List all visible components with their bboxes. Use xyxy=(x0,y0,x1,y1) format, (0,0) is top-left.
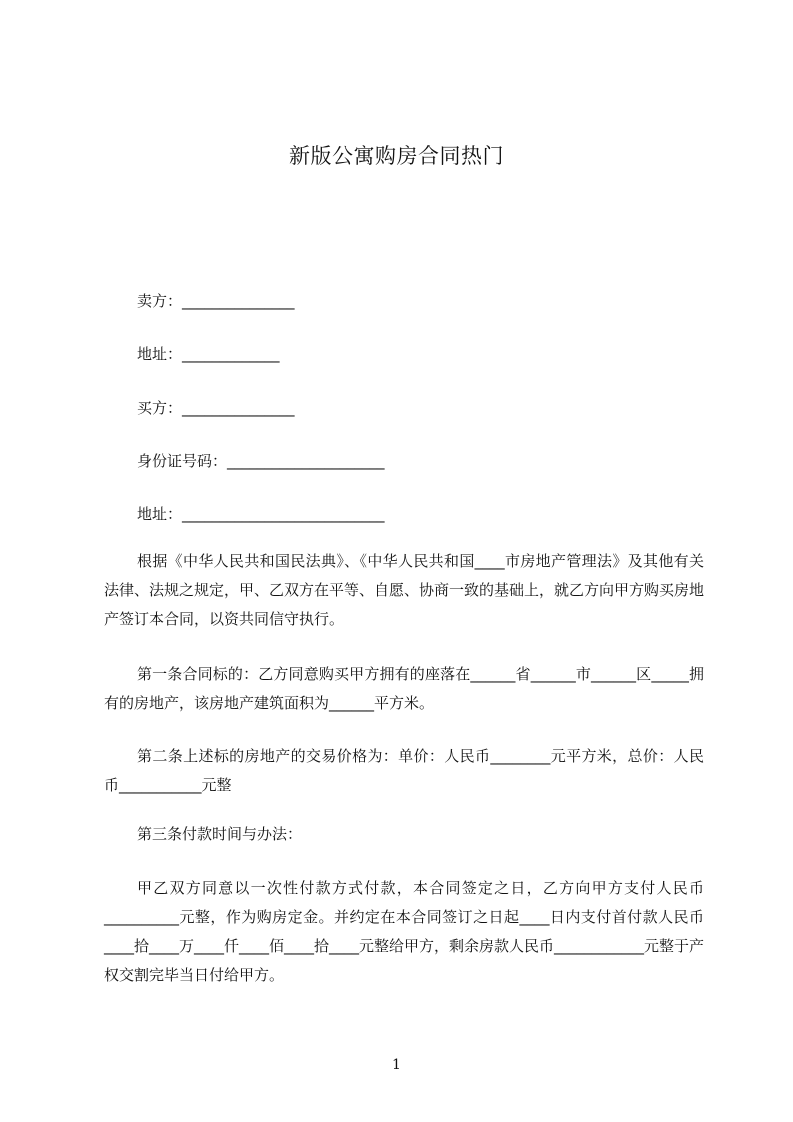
seller-field: 卖方：_______________ xyxy=(137,292,295,310)
document-title: 新版公寓购房合同热门 xyxy=(289,144,504,168)
page-number: 1 xyxy=(392,1057,401,1073)
article-2-paragraph: 第二条上述标的房地产的交易价格为：单价：人民币________元平方米，总价：人民币___________元整 xyxy=(104,747,704,794)
buyer-address-field: 地址：___________________________ xyxy=(137,505,385,523)
article-3-heading: 第三条付款时间与办法： xyxy=(137,825,303,843)
preamble-paragraph: 根据《中华人民共和国民法典》、《中华人民共和国____市房地产管理法》及其他有关法律、法规之规定，甲、乙双方在平等、自愿、协商一致的基础上，就乙方向甲方购买房地产签订本合同，以资共同信守执行。 xyxy=(104,552,705,628)
buyer-field: 买方：_______________ xyxy=(137,399,295,417)
article-3-paragraph: 甲乙双方同意以一次性付款方式付款，本合同签定之日，乙方向甲方支付人民币__________元整，作为购房定金。并约定在本合同签订之日起____日内支付首付款人民币____拾____万____仟____佰____拾____元整给甲方，剩余房款人民币____________元整于产权交割完毕当日付给甲方。 xyxy=(104,879,705,984)
article-1-paragraph: 第一条合同标的：乙方同意购买甲方拥有的座落在______省______市______区_____拥有的房地产，该房地产建筑面积为______平方米。 xyxy=(104,665,704,712)
seller-address-field: 地址：_____________ xyxy=(137,345,280,363)
id-number-field: 身份证号码：_____________________ xyxy=(137,452,385,470)
